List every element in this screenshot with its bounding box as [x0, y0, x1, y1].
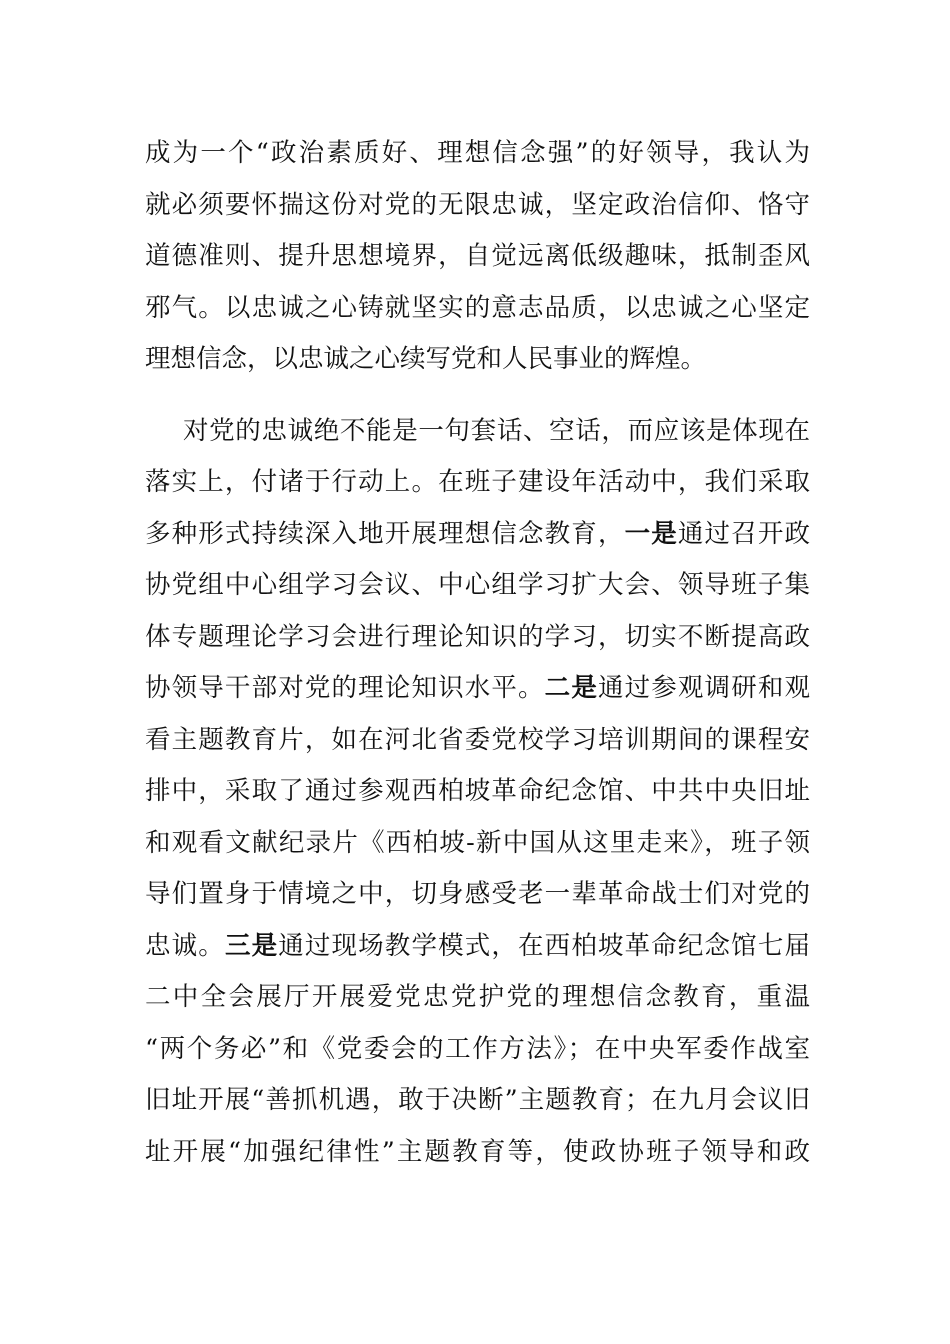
text-run: 忠诚。 — [145, 930, 225, 961]
text-line — [145, 663, 810, 715]
text-line — [145, 921, 810, 973]
text-line: 成为一个“政治素质好、理想信念强”的好领导，我认为 — [145, 138, 810, 168]
paragraph-2 — [145, 406, 810, 1179]
text-line: 和观看文献纪录片《西柏坡-新中国从这里走来》，班子领 — [145, 827, 810, 858]
text-line: 旧址开展“善抓机遇，敢于决断”主题教育；在九月会议旧 — [145, 1085, 810, 1115]
text-run: 通过现场教学模式，在西柏坡革命纪念馆七届 — [278, 930, 810, 961]
text-line — [145, 509, 810, 561]
text-line: 邪气。以忠诚之心铸就坚实的意志品质，以忠诚之心坚定 — [145, 292, 810, 323]
paragraph-gap — [145, 386, 810, 406]
text-run: 多种形式持续深入地开展理想信念教育， — [145, 518, 625, 549]
text-line: 看主题教育片，如在河北省委党校学习培训期间的课程安 — [145, 724, 810, 755]
text-run: 通过参观调研和观 — [597, 673, 810, 703]
text-line: “两个务必”和《党委会的工作方法》；在中央军委作战室 — [145, 1033, 810, 1064]
text-run: 通过召开政 — [677, 518, 810, 549]
text-line: 体专题理论学习会进行理论知识的学习，切实不断提高政 — [145, 621, 810, 652]
bold-marker: 一是 — [624, 518, 678, 549]
text-line: 就必须要怀揣这份对党的无限忠诚，坚定政治信仰、恪守 — [145, 189, 810, 220]
paragraph-1 — [145, 128, 810, 386]
text-line: 道德准则、提升思想境界，自觉远离低级趣味，抵制歪风 — [145, 241, 810, 271]
text-line: 二中全会展厅开展爱党忠党护党的理想信念教育，重温 — [145, 982, 810, 1012]
text-line: 理想信念，以忠诚之心续写党和人民事业的辉煌。 — [145, 344, 707, 374]
body-text — [145, 128, 810, 1178]
bold-marker: 三是 — [224, 930, 279, 961]
bold-marker: 二是 — [544, 673, 598, 703]
text-run: 协领导干部对党的理论知识水平。 — [145, 673, 545, 703]
text-line: 导们置身于情境之中，切身感受老一辈革命战士们对党的 — [145, 879, 810, 909]
text-line: 落实上，付诸于行动上。在班子建设年活动中，我们采取 — [145, 467, 810, 497]
text-line: 址开展“加强纪律性”主题教育等，使政协班子领导和政 — [145, 1136, 810, 1167]
text-line: 对党的忠诚绝不能是一句套话、空话，而应该是体现在 — [183, 415, 810, 446]
text-line: 排中，采取了通过参观西柏坡革命纪念馆、中共中央旧址 — [145, 776, 810, 806]
text-line: 协党组中心组学习会议、中心组学习扩大会、领导班子集 — [145, 570, 810, 600]
